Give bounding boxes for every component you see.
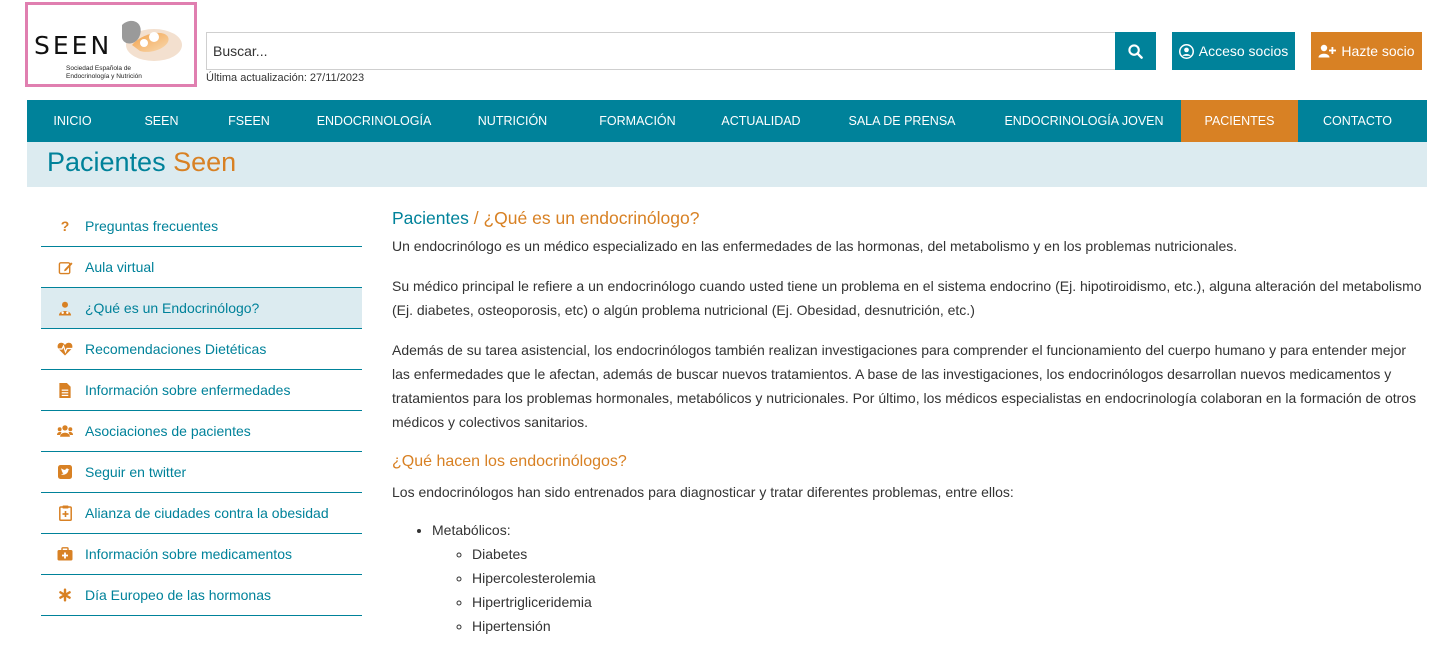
search-button[interactable] bbox=[1115, 32, 1156, 70]
page-title-band bbox=[27, 142, 1427, 187]
search-input[interactable] bbox=[206, 32, 1116, 70]
paragraph-2: Su médico principal le refiere a un endocrinólogo cuando usted tiene un problema en el sistema endocrino (Ej. hipotiroidismo, etc.), alguna alteración del metabolismo (Ej. diabetes, osteoporosis, etc) o algún problema nutricional (Ej. Obesidad, desnutrición, etc.) bbox=[392, 278, 1422, 318]
main-content bbox=[392, 206, 1422, 638]
sidebar-item-twitter[interactable] bbox=[41, 452, 362, 493]
sidebar-item-label: Alianza de ciudades contra la obesidad bbox=[85, 505, 329, 521]
list-item: ◦ Hipertrigliceridemia bbox=[472, 590, 1422, 614]
sidebar-item-label: Información sobre enfermedades bbox=[85, 382, 291, 398]
search-icon bbox=[1128, 44, 1143, 59]
sidebar bbox=[41, 206, 362, 616]
nav-item-formacion[interactable]: FORMACIÓN bbox=[599, 114, 676, 128]
nav-item-nutricion[interactable]: NUTRICIÓN bbox=[477, 114, 548, 128]
logo-wordmark: SEEN bbox=[34, 31, 113, 60]
nav-item-endocrinologia-joven[interactable]: ENDOCRINOLOGÍA JOVEN bbox=[1004, 114, 1164, 128]
nav-item-contacto[interactable]: CONTACTO bbox=[1323, 114, 1392, 128]
breadcrumb-separator: / bbox=[473, 208, 479, 228]
page-title bbox=[47, 147, 236, 178]
site-logo[interactable] bbox=[25, 2, 197, 87]
nav-item-fseen[interactable]: FSEEN bbox=[228, 114, 270, 128]
logo-tagline-line2: Endocrinología y Nutrición bbox=[66, 73, 142, 80]
nav-item-seen[interactable]: SEEN bbox=[144, 114, 179, 128]
sidebar-item-label: Recomendaciones Dietéticas bbox=[85, 341, 267, 357]
logo-mark-icon bbox=[114, 15, 186, 63]
sidebar-item-que-es-un-endocrinologo[interactable] bbox=[41, 287, 362, 329]
paragraph-4: Los endocrinólogos han sido entrenados para diagnosticar y tratar diferentes problemas, entre ellos: bbox=[392, 484, 1014, 500]
sidebar-item-label: ¿Qué es un Endocrinólogo? bbox=[85, 300, 260, 316]
list-item-title: Metabólicos: bbox=[432, 522, 511, 538]
sidebar-item-label: Asociaciones de pacientes bbox=[85, 423, 251, 439]
join-label: Hazte socio bbox=[1341, 43, 1415, 59]
breadcrumb bbox=[392, 206, 1422, 230]
last-update-text: Última actualización: 27/11/2023 bbox=[206, 72, 365, 84]
medkit-icon bbox=[57, 546, 73, 562]
user-circle-icon bbox=[1179, 44, 1194, 59]
sidebar-item-label: Preguntas frecuentes bbox=[85, 218, 219, 234]
twitter-icon bbox=[57, 464, 73, 480]
sidebar-item-label: Aula virtual bbox=[85, 259, 155, 275]
member-access-button[interactable] bbox=[1172, 32, 1295, 70]
page-title-part1: Pacientes bbox=[47, 147, 166, 177]
join-button[interactable] bbox=[1311, 32, 1422, 70]
document-icon bbox=[57, 382, 73, 398]
breadcrumb-current: ¿Qué es un endocrinólogo? bbox=[483, 208, 700, 228]
doctor-icon bbox=[57, 300, 73, 316]
user-plus-icon bbox=[1318, 44, 1336, 58]
sidebar-item-label: Seguir en twitter bbox=[85, 464, 187, 480]
conditions-list bbox=[392, 518, 1422, 638]
asterisk-icon bbox=[57, 587, 73, 603]
nav-item-pacientes[interactable]: PACIENTES bbox=[1181, 100, 1298, 142]
sidebar-item-informacion-medicamentos[interactable] bbox=[41, 534, 362, 575]
list-item: ◦ Hipercolesterolemia bbox=[472, 566, 1422, 590]
nav-item-sala-de-prensa[interactable]: SALA DE PRENSA bbox=[848, 114, 956, 128]
nav-item-endocrinologia[interactable]: ENDOCRINOLOGÍA bbox=[316, 114, 432, 128]
sidebar-item-label: Información sobre medicamentos bbox=[85, 546, 292, 562]
list-item: ◦ Hipertensión bbox=[472, 614, 1422, 638]
logo-tagline bbox=[66, 65, 176, 81]
sidebar-item-alianza-ciudades[interactable] bbox=[41, 493, 362, 534]
sidebar-item-aula-virtual[interactable] bbox=[41, 247, 362, 288]
sidebar-item-recomendaciones-dieteticas[interactable] bbox=[41, 329, 362, 370]
nav-item-actualidad[interactable]: ACTUALIDAD bbox=[721, 114, 801, 128]
breadcrumb-root-link[interactable]: Pacientes bbox=[392, 208, 469, 228]
heartbeat-icon bbox=[57, 341, 73, 357]
section-heading: ¿Qué hacen los endocrinólogos? bbox=[392, 453, 627, 470]
clipboard-icon bbox=[57, 505, 73, 521]
main-nav bbox=[27, 100, 1427, 142]
paragraph-1: Un endocrinólogo es un médico especializado en las enfermedades de las hormonas, del metabolismo y en los problemas nutricionales. bbox=[392, 238, 1238, 254]
sublist bbox=[432, 542, 1422, 638]
list-item bbox=[432, 518, 1422, 638]
sidebar-item-preguntas-frecuentes[interactable] bbox=[41, 206, 362, 247]
sidebar-item-asociaciones-pacientes[interactable] bbox=[41, 411, 362, 452]
users-icon bbox=[57, 423, 73, 439]
nav-item-inicio[interactable]: INICIO bbox=[53, 114, 92, 128]
paragraph-3: Además de su tarea asistencial, los endocrinólogos también realizan investigaciones para comprender el funcionamiento del cuerpo humano y para entender mejor las enfermedades que le afectan, además de buscar nuevos tratamientos. A base de las investigaciones, los endocrinólogos desarrollan nuevos medicamentos y tratamientos para los problemas hormonales, metabólicos y nutricionales. Por último, los médicos especialistas en endocrinología colaboran en la formación de otros médicos y colectivos sanitarios. bbox=[392, 342, 1417, 430]
sidebar-item-informacion-enfermedades[interactable] bbox=[41, 370, 362, 411]
sidebar-item-label: Día Europeo de las hormonas bbox=[85, 587, 271, 603]
page-title-part2: Seen bbox=[173, 147, 237, 177]
sidebar-item-dia-europeo-hormonas[interactable] bbox=[41, 575, 362, 616]
list-item: ◦ Diabetes bbox=[472, 542, 1422, 566]
question-icon: ? bbox=[60, 218, 70, 234]
edit-icon bbox=[57, 259, 73, 275]
member-access-label: Acceso socios bbox=[1198, 43, 1289, 59]
logo-tagline-line1: Sociedad Española de bbox=[66, 65, 132, 72]
